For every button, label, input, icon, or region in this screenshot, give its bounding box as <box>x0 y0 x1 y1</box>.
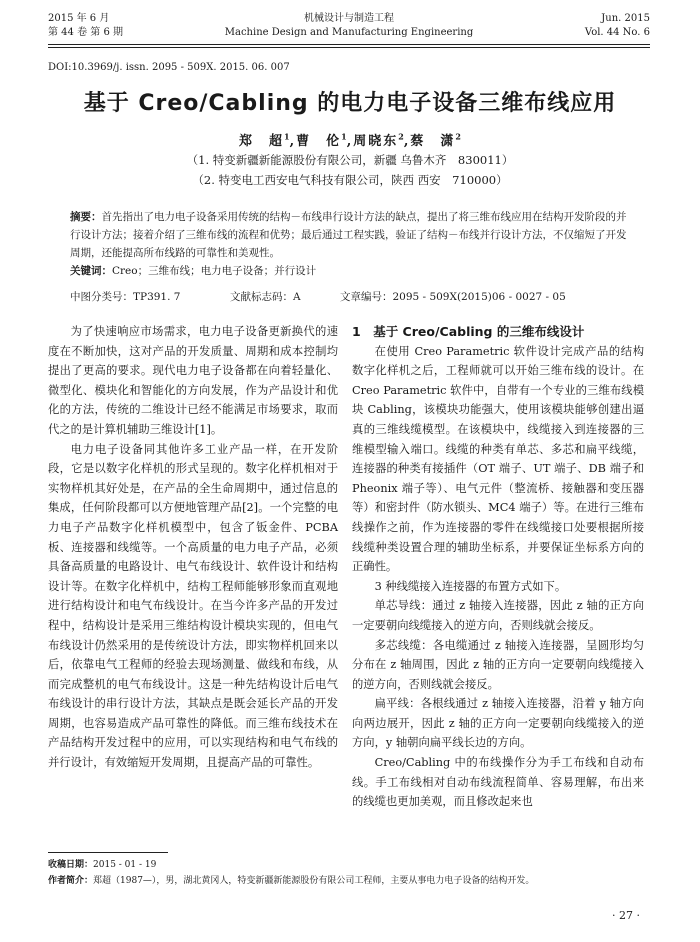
author-bio: 作者简介：郑超（1987—），男，湖北黄冈人，特变新疆新能源股份有限公司工程师，主要从事电力电子设备的结构开发。 <box>48 876 535 886</box>
paragraph: 多芯线缆：各电缆通过 z 轴接入连接器，呈圆形均匀分布在 z 轴周围，因此 z 轴的正方向一定要朝向线缆接入的逆方向，否则线就会接反。 <box>352 638 644 691</box>
paragraph: 为了快速响应市场需求，电力电子设备更新换代的速度在不断加快，这对产品的开发质量、周期和成本控制均提出了更高的要求。现代电力电子设备都在向着轻量化、微型化、模块化和智能化的方向发展，作为产品设计和优化的方法，传统的二维设计已经不能满足市场要求，取而代之的是计算机辅助三维设计[1]。 <box>48 325 338 436</box>
paper-title: 基于 Creo/Cabling 的电力电子设备三维布线应用 <box>83 91 617 116</box>
section-heading: 1 基于 Creo/Cabling 的三维布线设计 <box>352 324 585 339</box>
header-issue: Jun. 2015 Vol. 44 No. 6 <box>584 13 650 38</box>
keywords: 关键词：Creo；三维布线；电力电子设备；并行设计 <box>70 265 317 277</box>
header-rule-2 <box>48 47 650 48</box>
article-number: 文章编号：2095 - 509X(2015)06 - 0027 - 05 <box>340 291 566 303</box>
document-code: 文献标志码：A <box>230 291 301 303</box>
author: 曹 伦 <box>296 134 342 149</box>
received-date: 收稿日期：2015 - 01 - 19 <box>48 860 157 870</box>
paragraph: 单芯导线：通过 z 轴接入连接器，因此 z 轴的正方向一定要朝向线缆接入的逆方向，否则线就会接反。 <box>352 599 644 632</box>
clc-number: 中图分类号：TP391. 7 <box>70 291 181 303</box>
page-number: · 27 · <box>612 909 640 922</box>
paragraph: 3 种线缆接入连接器的布置方式如下。 <box>374 579 567 593</box>
author: 周晓东 <box>353 134 399 149</box>
affiliation: （1. 特变新疆新能源股份有限公司，新疆 乌鲁木齐 830011） <box>186 153 514 167</box>
header-rule <box>48 44 650 45</box>
author-list: 郑 超$^1$,曹 伦$^1$,周晓东$^2$,蔡 潇$^2$ <box>239 131 461 149</box>
author: 郑 超 <box>239 134 285 149</box>
body-column-right <box>352 322 644 812</box>
paragraph: 在使用 Creo Parametric 软件设计完成产品的结构数字化样机之后，工程师就可以开始三维布线的设计。在 Creo Parametric 软件中，自带有一个专业的三维布线模块 Cabling，该模块功能强大，使用该模块能够创建出逼真的三维线缆模型。在该模块中，线缆接入到连接器的三维模型输入端口。线缆的种类有单芯、多芯和扁平线缆，连接器的种类有接插件（OT 端子、UT 端子、DB 端子和 Pheonix 端子等）、电气元件（整流桥、接触器和变压器等）和密封件（防水锁头、MC4 端子）等。在进行三维布线操作之前，作为连接器的零件在线缆接口处要根据所接线缆种类设置合理的辅助坐标系，并要保证坐标系方向的正确性。 <box>352 344 644 574</box>
paragraph: 电力电子设备同其他许多工业产品一样，在开发阶段，它是以数字化样机的形式呈现的。数字化样机相对于实物样机其好处是，在产品的全生命周期中，通过信息的集成，任何阶段都可以方便地管理产品[2]。一个完整的电力电子产品数字化样机模型中，包含了钣金件、PCBA 板、连接器和线缆等。一个高质量的电力电子产品，必须具备高质量的电路设计、电气布线设计、软件设计和结构设计等。在数字化样机中，结构工程师能够形象而直观地进行结构设计和电气布线设计。在当今许多产品的开发过程中，结构设计是采用三维结构设计模块实现的，但电气布线设计仍然采用的是传统设计方法，即实物样机回来以后，依靠电气工程师的经验去现场测量、做线和布线，从而完成整机的电气布线设计。这是一种先结构设计后电气布线设计的串行设计方法，其缺点是既会延长产品的开发周期，也容易造成产品可靠性的降低。而三维布线技术在产品结构开发过程中的应用，可以实现结构和电气布线的并行设计，有效缩短开发周期，且提高产品的可靠性。 <box>48 442 338 770</box>
abstract: 摘要：首先指出了电力电子设备采用传统的结构－布线串行设计方法的缺点，提出了将三维布线应用在结构开发阶段的并行设计方法；接着介绍了三维布线的流程和优势；最后通过工程实践，验证了结构－布线并行设计方法，不仅缩短了开发周期，还能提高所布线路的可靠性和美观性。 <box>70 211 627 259</box>
header-journal-name: 机械设计与制造工程 Machine Design and Manufacturing Engineering <box>224 13 474 38</box>
header-date-volume: 2015 年 6 月 第 44 卷 第 6 期 <box>48 13 123 38</box>
author: 蔡 潇 <box>410 134 456 149</box>
footnote-rule <box>48 852 168 853</box>
running-header <box>48 8 650 44</box>
paragraph: Creo/Cabling 中的布线操作分为手工布线和自动布线。手工布线相对自动布线流程简单、容易理解，布出来的线缆也更加美观，而且修改起来也 <box>352 756 644 809</box>
abstract-block <box>70 208 630 280</box>
affiliation: （2. 特变电工西安电气科技有限公司，陕西 西安 710000） <box>192 173 508 187</box>
doi: DOI:10.3969/j. issn. 2095 - 509X. 2015. 06. 007 <box>48 62 290 73</box>
body-column-left <box>48 322 338 773</box>
paragraph: 扁平线：各根线通过 z 轴接入连接器，沿着 y 轴方向向两边展开，因此 z 轴的正方向一定要朝向线缆接入的逆方向，y 轴朝向扁平线长边的方向。 <box>352 697 644 750</box>
footnotes <box>48 857 650 889</box>
